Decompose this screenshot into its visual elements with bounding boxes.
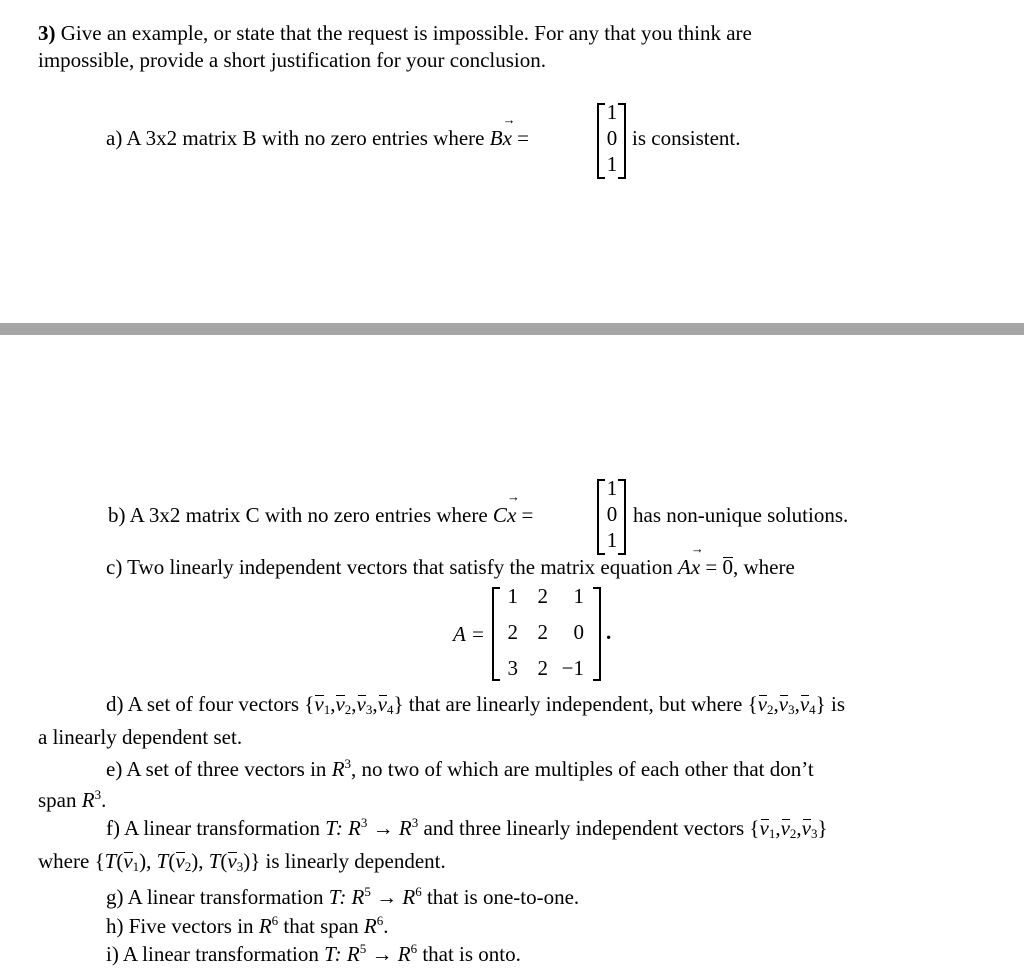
- part-e-exponent: 3: [94, 787, 102, 802]
- part-e-exponent: 3: [344, 756, 352, 771]
- set-v1-v4: $\{v_1,v_2,v_3,v_4\}$: [304, 692, 404, 717]
- part-e-span: span: [38, 788, 82, 812]
- part-f-codomain-exp: 3: [411, 815, 419, 830]
- part-b-equals: =: [516, 503, 534, 527]
- part-a-vector-entry: 1: [606, 152, 618, 176]
- part-d-line1: [106, 692, 845, 718]
- matrix-A-cell: 0: [573, 620, 584, 644]
- part-f-domain: : R: [335, 816, 361, 840]
- part-b-vector-entry: 1: [606, 476, 618, 500]
- part-c-zero-vector: 0: [722, 555, 733, 579]
- part-f-middle: and three linearly independent vectors: [418, 816, 750, 840]
- part-a-var: B: [489, 126, 503, 150]
- matrix-A-period: .: [606, 620, 612, 644]
- part-c-equals: =: [700, 555, 723, 579]
- part-a: [106, 126, 529, 151]
- set-v1-v3: $\{v_1,v_2,v_3\}$: [749, 816, 828, 841]
- part-g: g) A linear transformation T: $R^5 \to R^6$ that is one-to-one.: [106, 884, 580, 909]
- part-e-R: R: [331, 757, 345, 781]
- part-f-T: T: [325, 816, 336, 840]
- part-h: h) Five vectors in $R^6$ that span $R^6$.: [106, 913, 389, 938]
- part-f-codomain: → R: [367, 816, 412, 840]
- part-e-suffix: , no two of which are multiples of each other that don’t: [351, 757, 814, 781]
- question-prompt: Give an example, or state that the request is impossible. For any that you think are: [60, 21, 752, 45]
- part-c: [106, 555, 795, 580]
- matrix-A-label: A =: [453, 622, 485, 646]
- part-a-suffix: is consistent.: [632, 126, 741, 150]
- matrix-A-cell: 3: [507, 656, 518, 680]
- section-divider: [0, 323, 1024, 335]
- part-c-suffix: , where: [732, 555, 795, 579]
- part-b: [108, 503, 533, 528]
- part-b-vector-entry: 0: [606, 502, 618, 526]
- matrix-A-cell: 1: [507, 584, 518, 608]
- matrix-A-cell: 2: [537, 584, 548, 608]
- part-a-prefix: a) A 3x2 matrix B with no zero entries where: [106, 126, 490, 150]
- part-e-period: .: [101, 788, 107, 812]
- part-f-suffix: is linearly dependent.: [260, 849, 446, 873]
- part-e-line2: [38, 787, 106, 813]
- part-a-vector-entry: 1: [606, 100, 618, 124]
- part-b-var: C: [492, 503, 507, 527]
- part-f-where: where: [38, 849, 95, 873]
- question-number: 3): [38, 21, 56, 45]
- set-Tv1-Tv3: {$T(v_1)$, $T(v_2)$, $T(v_3)$}: [94, 849, 261, 874]
- part-d-middle: that are linearly independent, but where: [403, 692, 748, 716]
- part-c-prefix: c) Two linearly independent vectors that satisfy the matrix equation: [106, 555, 678, 579]
- part-c-A: A: [677, 555, 691, 579]
- part-a-x: x →: [503, 126, 512, 151]
- part-b-vector-entry: 1: [606, 528, 618, 552]
- part-i: i) A linear transformation T: $R^5 \to R^6$ that is onto.: [106, 941, 521, 966]
- matrix-A-cell: 1: [573, 584, 584, 608]
- part-f-line2: [38, 849, 446, 875]
- part-e-prefix: e) A set of three vectors in: [106, 757, 332, 781]
- part-c-x: x →: [691, 555, 700, 580]
- part-f-prefix: f) A linear transformation: [106, 816, 326, 840]
- set-v2-v4: $\{v_2,v_3,v_4\}$: [747, 692, 826, 717]
- part-e-line1: [106, 756, 814, 782]
- part-d-suffix: is: [825, 692, 846, 716]
- part-b-x: x →: [507, 503, 516, 528]
- part-a-equals: =: [511, 126, 529, 150]
- part-b-prefix: b) A 3x2 matrix C with no zero entries where: [108, 503, 493, 527]
- matrix-A-cell: 2: [507, 620, 518, 644]
- question-header-line2: impossible, provide a short justification for your conclusion.: [38, 48, 546, 72]
- part-b-suffix: has non-unique solutions.: [633, 503, 849, 527]
- part-d-prefix: d) A set of four vectors: [106, 692, 305, 716]
- part-f-line1: [106, 815, 828, 842]
- part-a-vector-entry: 0: [606, 126, 618, 150]
- matrix-A-cell: −1: [561, 656, 584, 680]
- part-e-R: R: [81, 788, 95, 812]
- part-d-line2: a linearly dependent set.: [38, 725, 243, 749]
- matrix-A-cell: 2: [537, 656, 548, 680]
- matrix-A-cell: 2: [537, 620, 548, 644]
- question-header-line1: [38, 21, 752, 46]
- part-f-domain-exp: 3: [360, 815, 368, 830]
